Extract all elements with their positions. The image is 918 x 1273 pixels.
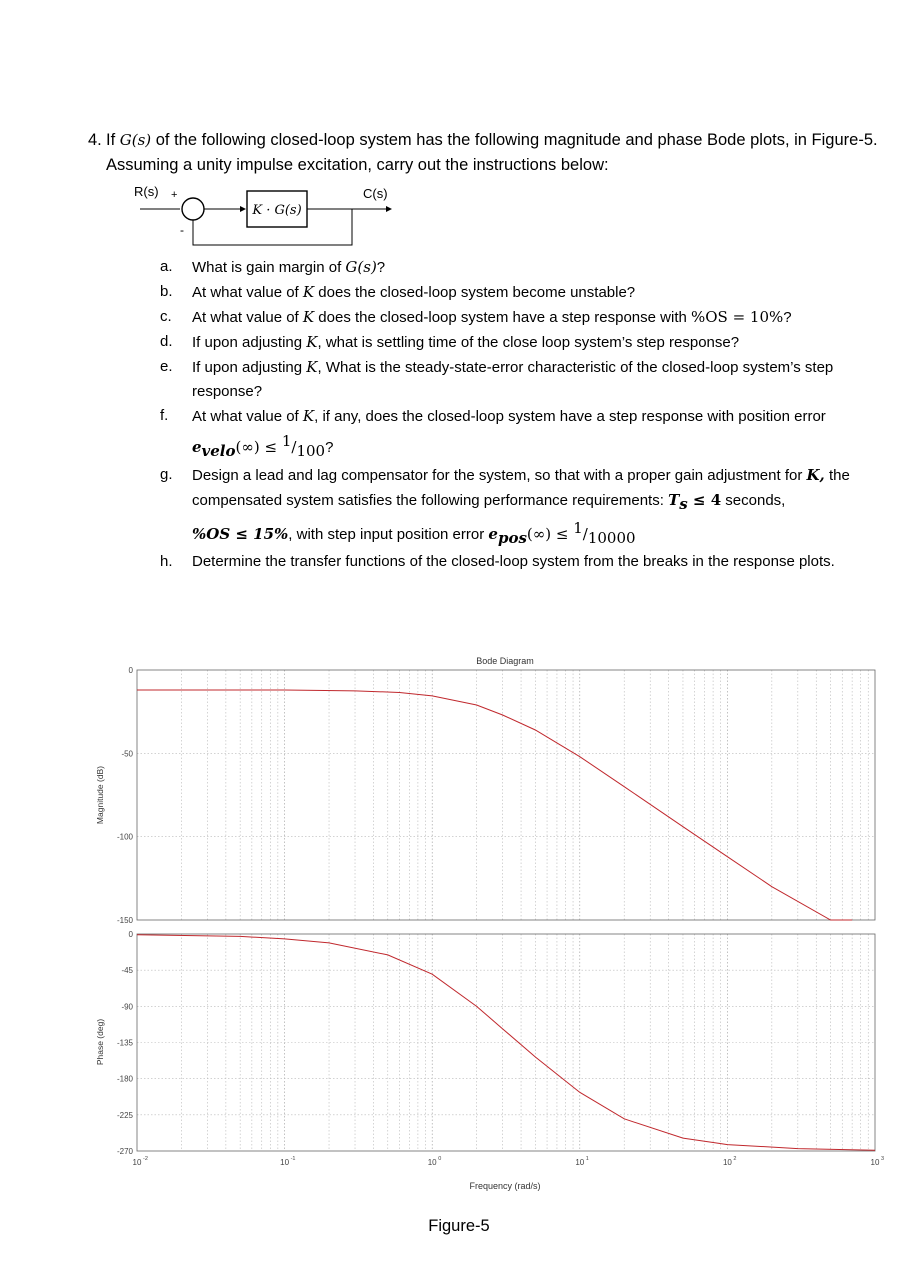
chart-title: Bode Diagram <box>476 656 534 666</box>
summing-junction <box>182 198 204 220</box>
figure-caption: Figure-5 <box>428 1217 490 1235</box>
phase-grid <box>137 934 875 1151</box>
x-tick-label: 10 <box>132 1158 142 1167</box>
output-arrow <box>386 206 392 212</box>
x-tick-label: 10 <box>870 1158 880 1167</box>
magnitude-y-tick-label: -50 <box>121 749 133 759</box>
instruction-list <box>160 255 900 574</box>
magnitude-series-line <box>137 690 852 920</box>
chart-xlabel: Frequency (rad/s) <box>469 1181 541 1191</box>
output-label: C(s) <box>363 186 388 201</box>
x-tick-label: 10 <box>722 1158 732 1167</box>
x-tick-exponent: -2 <box>143 1156 148 1162</box>
item-g: g. Design a lead and lag compensator for the system, so that with a proper gain adjustment for K, the compensated system satisfies the following performance requirements: $T_s \le 4$ seconds, %OS ≤ 15%, with step input position error $e_{pos}(\infty) \le ^1/_{10000}$ <box>160 466 850 547</box>
item-f: f. At what value of K, if any, does the closed-loop system have a step response with position error $e_{velo}(\infty) \le ^1/_{100}$? <box>160 407 826 460</box>
phase-y-ticks <box>117 930 134 1156</box>
block-diagram <box>120 184 420 254</box>
phase-y-tick-label: 0 <box>128 930 133 939</box>
plus-sign: + <box>171 189 178 201</box>
item-a: a. What is gain margin of G(s)? <box>160 258 386 276</box>
phase-y-tick-label: -135 <box>116 1038 133 1048</box>
forward-arrow <box>240 206 246 212</box>
item-d: d. If upon adjusting K, what is settling time of the close loop system’s step response? <box>160 333 740 351</box>
magnitude-axes <box>137 670 875 920</box>
x-tick-label: 10 <box>575 1158 585 1167</box>
input-label: R(s) <box>134 184 159 199</box>
phase-y-tick-label: -90 <box>121 1002 133 1012</box>
question-number: 4. <box>88 131 102 149</box>
x-tick-exponent: 2 <box>733 1156 737 1162</box>
x-tick-exponent: 1 <box>585 1156 589 1162</box>
magnitude-y-tick-label: -100 <box>116 832 133 842</box>
phase-y-tick-label: -180 <box>116 1074 133 1084</box>
phase-ylabel: Phase (deg) <box>95 1018 105 1066</box>
x-tick-exponent: -1 <box>290 1156 296 1162</box>
intro-math: G(s) <box>119 131 152 149</box>
question-intro: If G(s) of the following closed-loop system has the following magnitude and phase Bode plots, in Figure-5. Assuming a unity impulse excitation, carry out the instructions below: <box>106 131 878 174</box>
phase-y-tick-label: -270 <box>116 1147 133 1156</box>
item-c: c. At what value of K does the closed-loop system have a step response with %OS = 10%? <box>160 308 792 326</box>
minus-sign: - <box>180 223 184 237</box>
phase-y-tick-label: -225 <box>116 1110 133 1120</box>
magnitude-y-ticks <box>117 666 134 925</box>
block-label: K · G(s) <box>252 203 302 218</box>
phase-y-tick-label: -45 <box>121 966 133 976</box>
x-tick-label: 10 <box>427 1158 437 1167</box>
magnitude-grid <box>137 670 875 920</box>
x-tick-label: 10 <box>280 1158 290 1167</box>
x-tick-exponent: 3 <box>881 1156 885 1162</box>
item-e: e. If upon adjusting K, What is the steady-state-error characteristic of the closed-loop system’s step response? <box>160 358 834 400</box>
bode-diagram <box>90 648 890 1198</box>
x-tick-exponent: 0 <box>438 1156 442 1162</box>
magnitude-ylabel: Magnitude (dB) <box>95 765 105 825</box>
magnitude-y-tick-label: -150 <box>116 916 133 925</box>
item-h: h. Determine the transfer functions of the closed-loop system from the breaks in the response plots. <box>160 553 835 570</box>
x-tick-labels <box>133 1156 885 1167</box>
item-b: b. At what value of K does the closed-loop system become unstable? <box>160 283 636 301</box>
magnitude-y-tick-label: 0 <box>128 666 133 675</box>
